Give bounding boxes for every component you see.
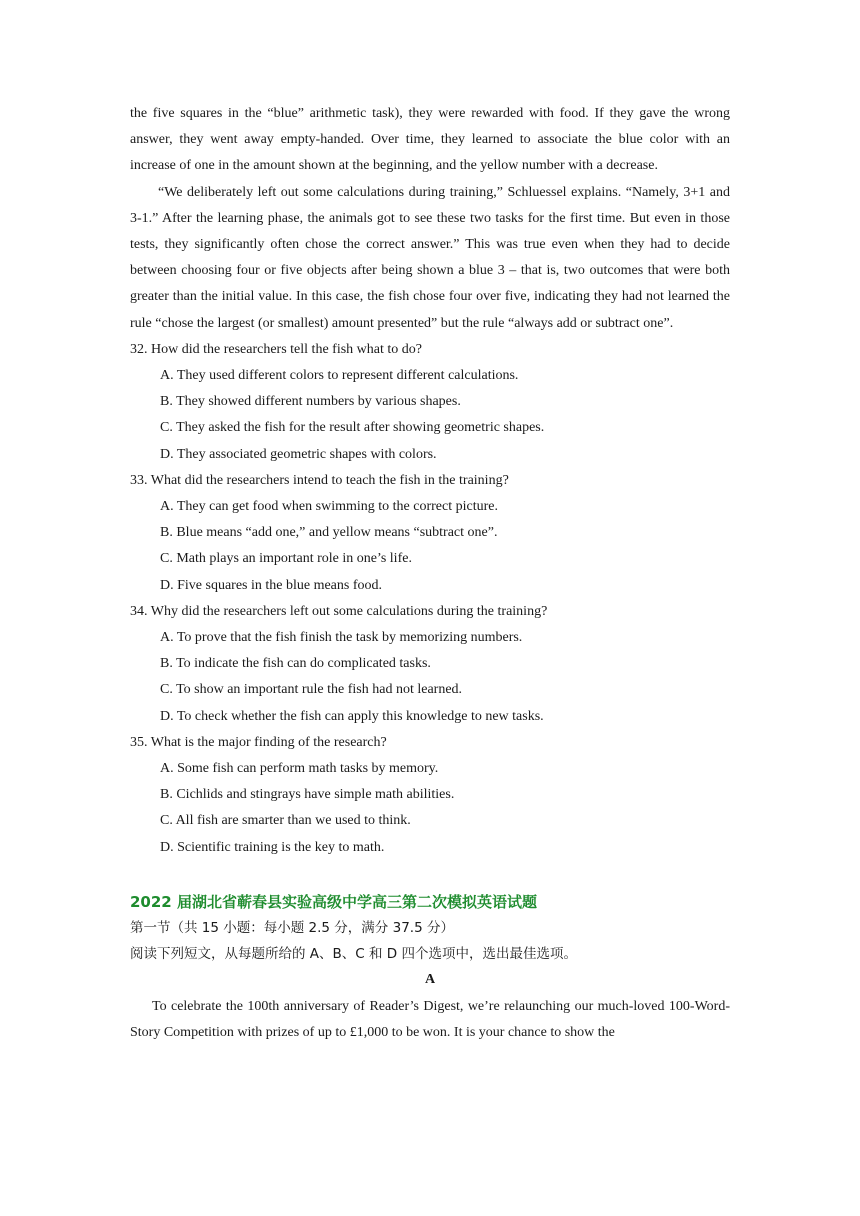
document-page <box>130 101 730 1046</box>
option-b: B. They showed different numbers by various shapes. <box>160 394 461 410</box>
option-a: A. To prove that the fish finish the task by memorizing numbers. <box>160 630 523 646</box>
option-c: C. They asked the fish for the result after showing geometric shapes. <box>160 420 545 436</box>
option-c: C. All fish are smarter than we used to think. <box>160 813 411 829</box>
question-stem: 34. Why did the researchers left out some calculations during the training? <box>130 603 548 619</box>
question-stem: 35. What is the major finding of the research? <box>130 734 387 750</box>
option-c: C. To show an important rule the fish had not learned. <box>160 682 463 698</box>
option-d: D. Scientific training is the key to math. <box>160 839 385 855</box>
option-a: A. They used different colors to represent different calculations. <box>160 368 519 384</box>
passage-letter: A <box>424 972 436 988</box>
option-b: B. To indicate the fish can do complicated tasks. <box>160 656 431 672</box>
section-info: 第一节（共 15 小题：每小题 2.5 分，满分 37.5 分） <box>130 919 454 936</box>
option-b: B. Blue means “add one,” and yellow means “subtract one”. <box>160 525 498 541</box>
option-d: D. To check whether the fish can apply this knowledge to new tasks. <box>160 708 544 724</box>
question-33 <box>130 468 730 599</box>
option-a: A. Some fish can perform math tasks by memory. <box>160 761 439 777</box>
section-instruction: 阅读下列短文，从每题所给的 A、B、C 和 D 四个选项中，选出最佳选项。 <box>130 946 577 963</box>
option-d: D. They associated geometric shapes with colors. <box>160 446 437 462</box>
option-d: D. Five squares in the blue means food. <box>160 577 383 593</box>
question-32 <box>130 337 730 468</box>
question-stem: 33. What did the researchers intend to teach the fish in the training? <box>130 472 509 488</box>
option-b: B. Cichlids and stingrays have simple math abilities. <box>160 787 455 803</box>
second-paragraph: “We deliberately left out some calculations during training,” Schluessel explains. “Namely, 3+1 and 3-1.” After the learning phase, the animals got to see these two tasks for the first time. But even in those tests, they significantly often chose the correct answer.” This was true even when they had to decide between choosing four or five objects after being shown a blue 3 – that is, two outcomes that were both greater than the initial value. In this case, the fish chose four over five, indicating they had not learned the rule “chose the largest (or smallest) amount presented” but the rule “always add or subtract one”. <box>130 184 730 331</box>
option-a: A. They can get food when swimming to the correct picture. <box>160 499 498 515</box>
question-34 <box>130 599 730 730</box>
question-35 <box>130 730 730 861</box>
passage-start: To celebrate the 100th anniversary of Reader’s Digest, we’re relaunching our much-loved 100-Word-Story Competition with prizes of up to £1,000 to be won. It is your chance to show the <box>130 998 730 1040</box>
intro-paragraph: the five squares in the “blue” arithmetic task), they were rewarded with food. If they gave the wrong answer, they went away empty-handed. Over time, they learned to associate the blue color with an increase of one in the amount shown at the beginning, and the yellow number with a decrease. <box>130 106 730 174</box>
question-stem: 32. How did the researchers tell the fish what to do? <box>130 341 422 357</box>
option-c: C. Math plays an important role in one’s life. <box>160 551 412 567</box>
exam-section-title: 2022 届湖北省蕲春县实验高级中学高三第二次模拟英语试题 <box>130 892 537 911</box>
